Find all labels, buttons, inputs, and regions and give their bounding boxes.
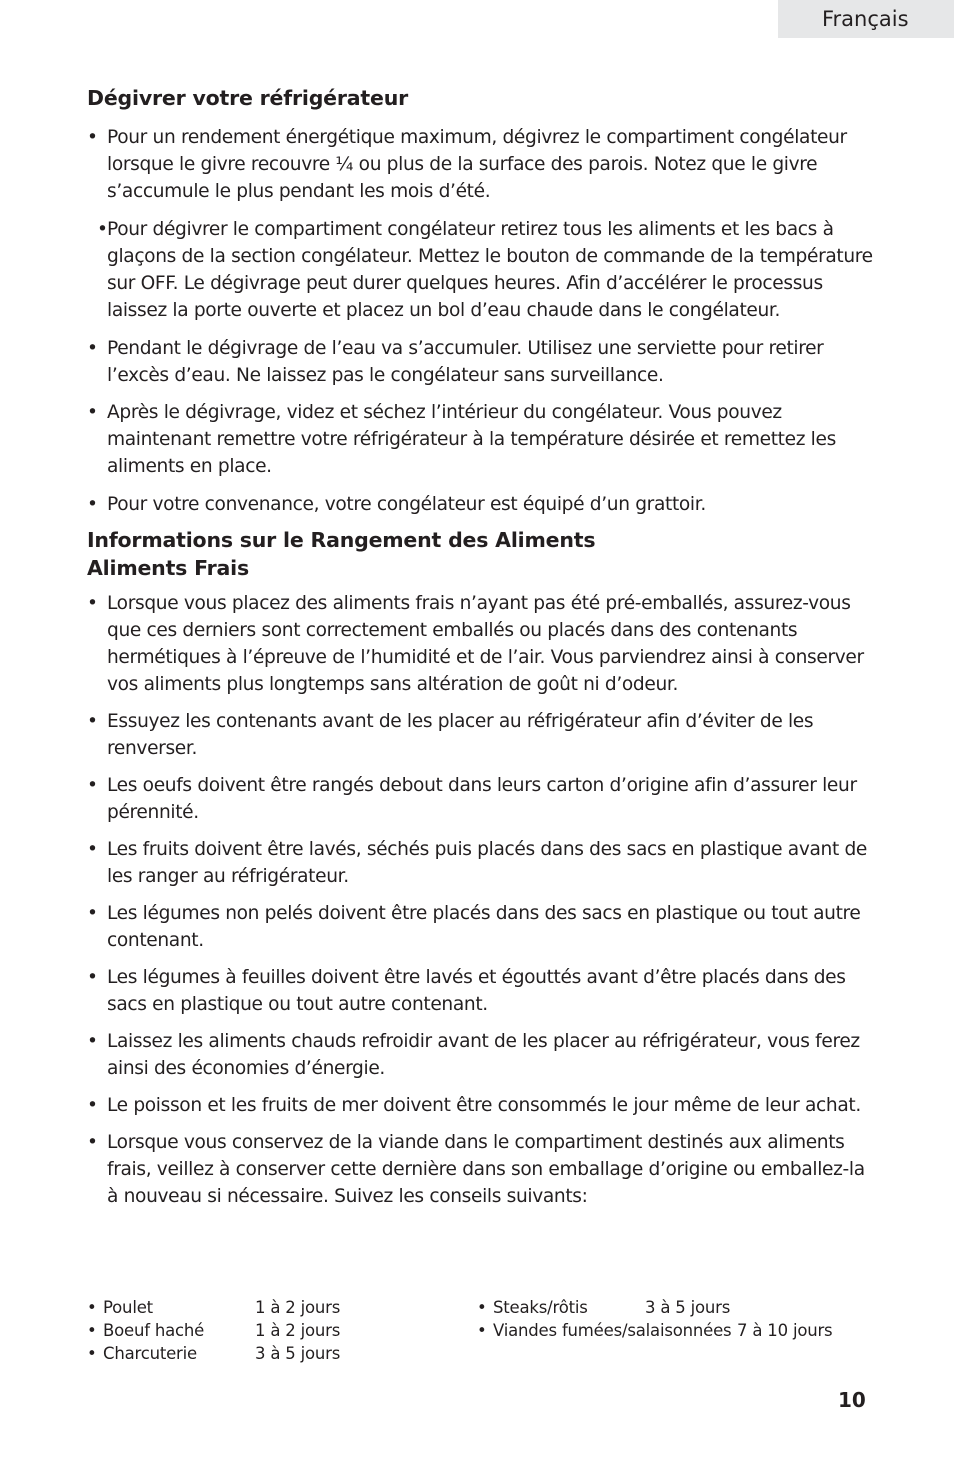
- bullet-icon: •: [87, 1095, 98, 1116]
- table-row: [87, 1296, 867, 1319]
- storage-item: Viandes fumées/salaisonnées: [493, 1321, 732, 1340]
- storage-item: Boeuf haché: [103, 1321, 205, 1340]
- list-item: [87, 1129, 877, 1210]
- storage-item: Steaks/rôtis: [493, 1298, 588, 1317]
- list-item: [87, 124, 877, 205]
- list-item: [87, 708, 877, 762]
- table-row: [87, 1319, 867, 1342]
- list-item: [87, 836, 877, 890]
- list-item-text: Pour un rendement énergétique maximum, dégivrez le compartiment congélateur lorsque le givre recouvre ¼ ou plus de la surface des parois. Notez que le givre s’accumule le plus pendant les mois d’été.: [107, 127, 847, 202]
- list-item: [87, 1028, 877, 1082]
- section-title-degivrer: Dégivrer votre réfrigérateur: [87, 86, 409, 110]
- list-item-text: Laissez les aliments chauds refroidir avant de les placer au réfrigérateur, vous ferez ainsi des économies d’énergie.: [107, 1031, 860, 1079]
- bullet-icon: •: [87, 1031, 98, 1052]
- table-row: [87, 1342, 867, 1365]
- bullet-icon: •: [87, 967, 98, 988]
- bullet-icon: •: [87, 839, 98, 860]
- bullet-icon: •: [477, 1321, 487, 1340]
- bullet-icon: •: [87, 903, 98, 924]
- bullet-icon: •: [87, 711, 98, 732]
- list-item-text: Lorsque vous placez des aliments frais n’ayant pas été pré-emballés, assurez-vous que ces derniers sont correctement emballés ou placés dans des contenants hermétiques à l’épreuve de l’humidité et de l’air. Vous parviendrez ainsi à conserver vos aliments plus longtemps sans altération de goût ni d’odeur.: [107, 593, 864, 695]
- bullet-icon: •: [87, 593, 98, 614]
- storage-item: Charcuterie: [103, 1344, 197, 1363]
- list-item-text: Les légumes non pelés doivent être placés dans des sacs en plastique ou tout autre contenant.: [107, 903, 861, 951]
- bullet-icon: •: [87, 1132, 98, 1153]
- storage-item: Poulet: [103, 1298, 153, 1317]
- list-item: [87, 335, 877, 389]
- bullet-icon: •: [87, 402, 98, 423]
- main-content: [87, 84, 877, 1210]
- bullet-icon: •: [477, 1298, 487, 1317]
- list-item: [87, 399, 877, 480]
- storage-times-table: [87, 1296, 867, 1365]
- list-item-text: Les fruits doivent être lavés, séchés puis placés dans des sacs en plastique avant de les ranger au réfrigérateur.: [107, 839, 868, 887]
- bullet-icon: •: [97, 219, 108, 240]
- list-item: [87, 590, 877, 698]
- list-item-text: Pendant le dégivrage de l’eau va s’accumuler. Utilisez une serviette pour retirer l’excès d’eau. Ne laissez pas le congélateur sans surveillance.: [107, 338, 824, 386]
- bullet-icon: •: [87, 1344, 97, 1363]
- list-item-text: Le poisson et les fruits de mer doivent être consommés le jour même de leur achat.: [107, 1095, 861, 1116]
- language-label: Français: [822, 7, 909, 31]
- list-item: [87, 491, 877, 518]
- list-item: [87, 1092, 877, 1119]
- section-title-line: Informations sur le Rangement des Aliments: [87, 528, 596, 552]
- list-item-text: Après le dégivrage, videz et séchez l’intérieur du congélateur. Vous pouvez maintenant remettre votre réfrigérateur à la température désirée et remettez les aliments en place.: [107, 402, 836, 477]
- bullet-icon: •: [87, 775, 98, 796]
- storage-duration: 7 à 10 jours: [737, 1321, 833, 1340]
- bullet-icon: •: [87, 338, 98, 359]
- bullet-icon: •: [87, 494, 98, 515]
- list-item-text: Les légumes à feuilles doivent être lavés et égouttés avant d’être placés dans des sacs en plastique ou tout autre contenant.: [107, 967, 846, 1015]
- section-title-rangement: [87, 526, 877, 582]
- list-item: [87, 216, 877, 324]
- bullet-icon: •: [87, 127, 98, 148]
- bullet-icon: •: [87, 1298, 97, 1317]
- page-number: 10: [838, 1388, 866, 1412]
- list-item-text: Pour votre convenance, votre congélateur est équipé d’un grattoir.: [107, 494, 706, 515]
- storage-duration: 3 à 5 jours: [645, 1298, 731, 1317]
- list-item: [87, 772, 877, 826]
- storage-duration: 1 à 2 jours: [255, 1298, 341, 1317]
- list-item: [87, 964, 877, 1018]
- section-subtitle: Aliments Frais: [87, 556, 249, 580]
- bullet-icon: •: [87, 1321, 97, 1340]
- storage-duration: 1 à 2 jours: [255, 1321, 341, 1340]
- language-tab: [778, 0, 954, 38]
- list-item-text: Essuyez les contenants avant de les placer au réfrigérateur afin d’éviter de les renverser.: [107, 711, 814, 759]
- list-item-text: Lorsque vous conservez de la viande dans le compartiment destinés aux aliments frais, veillez à conserver cette dernière dans son emballage d’origine ou emballez-la à nouveau si nécessaire. Suivez les conseils suivants:: [107, 1132, 865, 1207]
- list-item-text: Pour dégivrer le compartiment congélateur retirez tous les aliments et les bacs à glaçons de la section congélateur. Mettez le bouton de commande de la température sur OFF. Le dégivrage peut durer quelques heures. Afin d’accélérer le processus laissez la porte ouverte et placez un bol d’eau chaude dans le congélateur.: [107, 219, 873, 321]
- list-item-text: Les oeufs doivent être rangés debout dans leurs carton d’origine afin d’assurer leur pérennité.: [107, 775, 857, 823]
- storage-duration: 3 à 5 jours: [255, 1344, 341, 1363]
- list-item: [87, 900, 877, 954]
